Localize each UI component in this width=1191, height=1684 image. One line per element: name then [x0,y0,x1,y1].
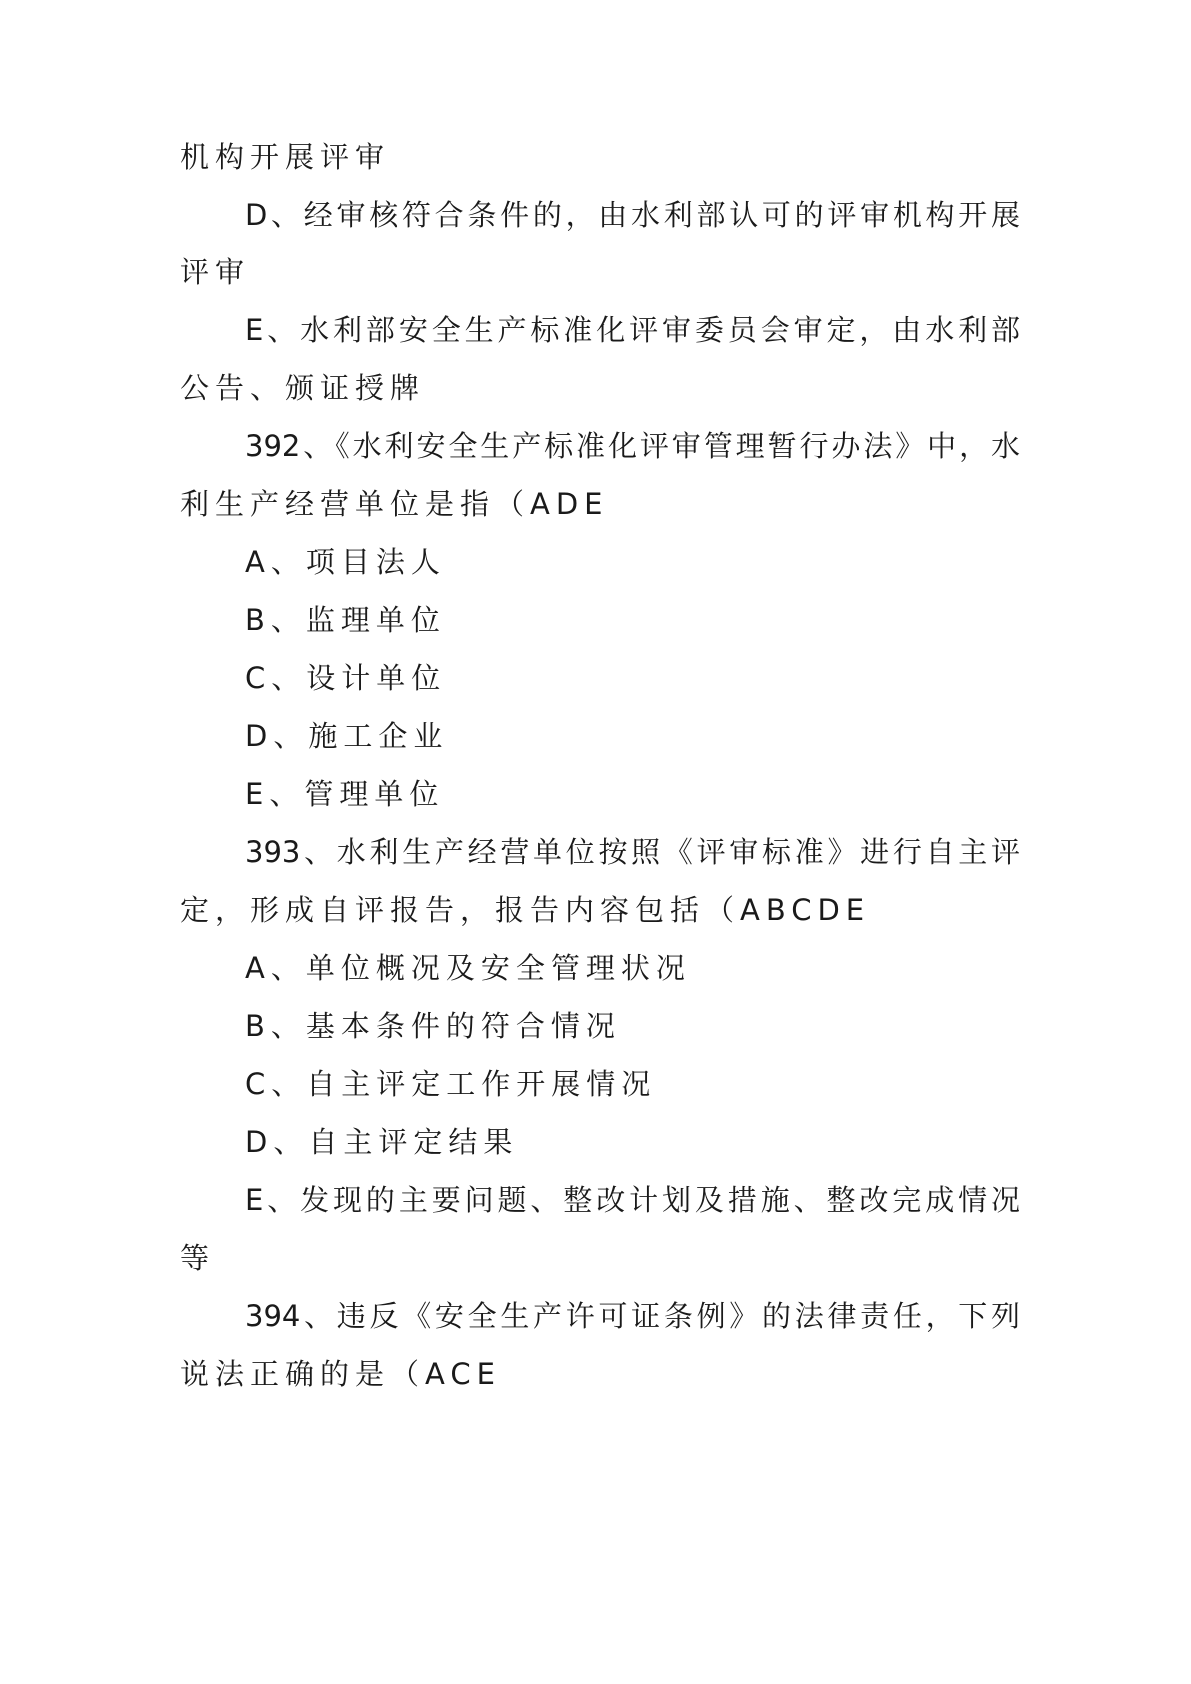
text-line: 公告、颁证授牌 [180,371,426,405]
option-b: B、监理单位 [245,603,446,637]
question-393-answer: 定，形成自评报告，报告内容包括（ABCDE [180,893,871,927]
option-a: A、单位概况及安全管理状况 [245,951,691,985]
text-line: 等 [180,1241,216,1275]
option-c: C、自主评定工作开展情况 [245,1067,657,1101]
option-d: D、施工企业 [245,719,449,753]
question-394: 394、违反《安全生产许可证条例》的法律责任，下列 [245,1299,1020,1333]
option-c: C、设计单位 [245,661,447,695]
option-d: D、自主评定结果 [245,1125,519,1159]
question-394-answer: 说法正确的是（ACE [180,1357,501,1391]
question-392-answer: 利生产经营单位是指（ADE [180,487,609,521]
option-d-text: D、经审核符合条件的，由水利部认可的评审机构开展 [245,198,1020,232]
text-line: 评审 [180,255,251,289]
option-a: A、项目法人 [245,545,446,579]
option-e-text: E、水利部安全生产标准化评审委员会审定，由水利部 [245,313,1020,347]
text-line: 机构开展评审 [180,140,391,174]
question-392: 392、《水利安全生产标准化评审管理暂行办法》中，水 [245,429,1020,463]
question-393: 393、水利生产经营单位按照《评审标准》进行自主评 [245,835,1020,869]
option-b: B、基本条件的符合情况 [245,1009,621,1043]
option-e: E、管理单位 [245,777,445,811]
option-e: E、发现的主要问题、整改计划及措施、整改完成情况 [245,1183,1020,1217]
